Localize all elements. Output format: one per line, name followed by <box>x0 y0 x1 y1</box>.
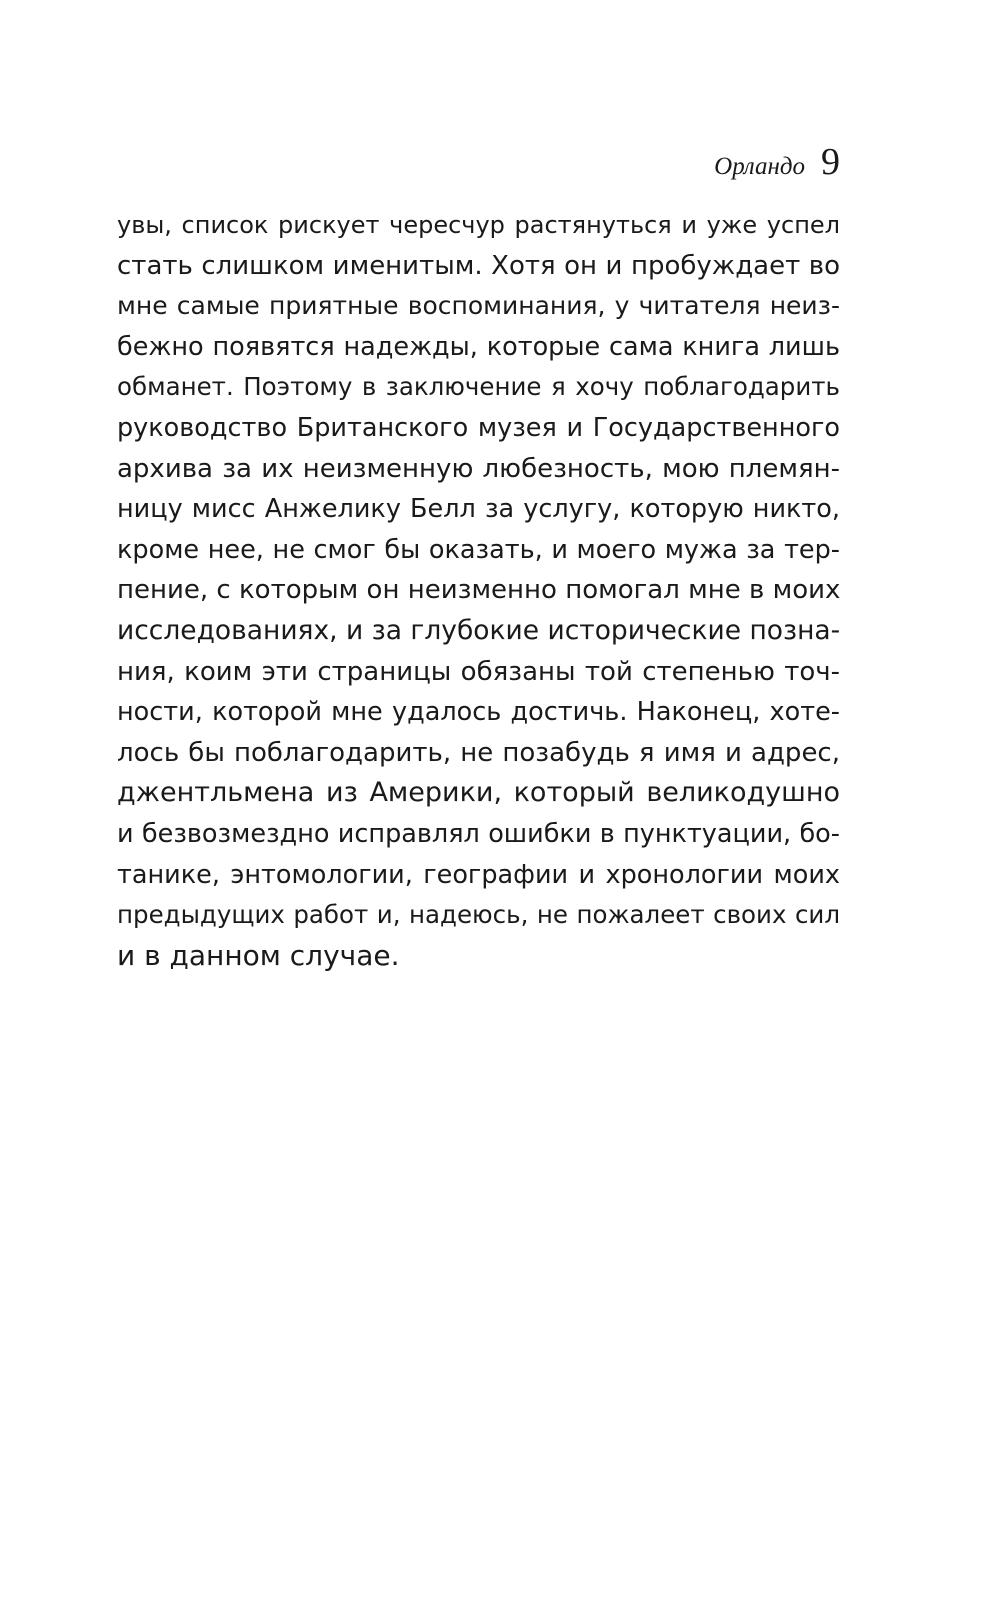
text-line: исследованиях, и за глубокие исторические позна- <box>117 614 840 646</box>
text-line: и безвозмездно исправлял ошибки в пунктуации, бо- <box>117 818 840 849</box>
running-header <box>117 142 840 190</box>
text-line: ницу мисс Анжелику Белл за услугу, которую никто, <box>117 494 840 525</box>
text-line: руководство Британского музея и Государственного <box>117 412 840 443</box>
text-line: бежно появятся надежды, которые сама книга лишь <box>117 331 840 362</box>
text-line: лось бы поблагодарить, не позабудь я имя и адрес, <box>117 737 840 768</box>
text-line: архива за их неизменную любезность, мою племян- <box>117 453 840 484</box>
text-line: стать слишком именитым. Хотя он и пробуждает во <box>117 250 840 281</box>
page-number: 9 <box>821 141 840 183</box>
text-line: мне самые приятные воспоминания, у читателя неиз- <box>117 291 840 321</box>
text-line: ния, коим эти страницы обязаны той степенью точ- <box>117 656 840 687</box>
text-line: обманет. Поэтому в заключение я хочу поблагодарить <box>117 372 840 402</box>
text-line: увы, список рискует чересчур растянуться и уже успел <box>117 211 840 239</box>
text-line: кроме нее, не смог бы оказать, и моего мужа за тер- <box>117 534 840 565</box>
text-line: пение, с которым он неизменно помогал мне в моих <box>117 575 840 606</box>
running-title: Орландо <box>714 153 805 180</box>
text-line: танике, энтомологии, географии и хронологии моих <box>117 859 840 890</box>
text-line: предыдущих работ и, надеюсь, не пожалеет своих сил <box>117 900 840 930</box>
body-paragraph <box>117 205 840 976</box>
text-line: ности, которой мне удалось достичь. Наконец, хоте- <box>117 697 840 728</box>
text-line: джентльмена из Америки, который великодушно <box>117 777 840 809</box>
text-line: и в данном случае. <box>117 938 400 972</box>
